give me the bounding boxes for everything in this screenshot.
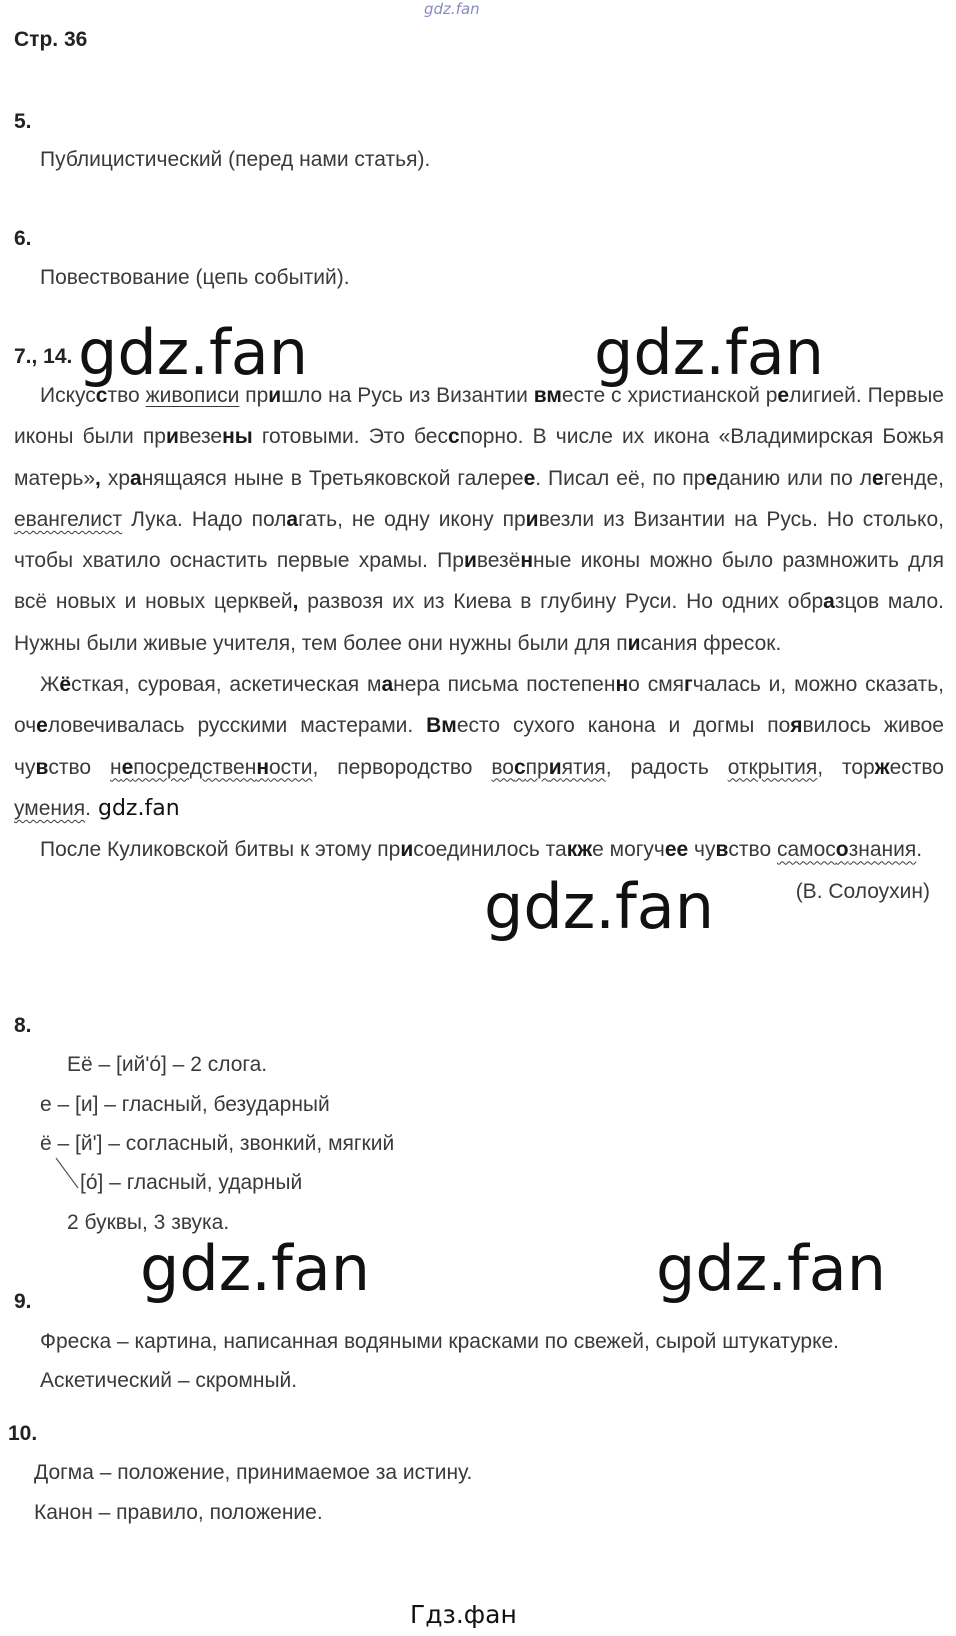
ex5-answer: Публицистический (перед нами статья). <box>40 148 431 171</box>
watermark-5: gdz.fan <box>140 1232 371 1305</box>
ex10-line-2: Канон – правило, положение. <box>34 1501 323 1524</box>
watermark-2: gdz.fan <box>594 316 825 389</box>
ex7-paragraph-1: Искусство живописи пришло на Русь из Византии вместе с христианской религией. Первые иконы были привезены готовыми. Это бесспорно. В числе их икона «Владимирская Божья матерь», хранящаяся ныне в Третьяковской галерее. Писал её, по преданию или по легенде, евангелист Лука. Надо полагать, не одну икону привезли из Византии на Русь. Но столько, чтобы хватило оснастить первые храмы. Привезённые иконы можно было размножить для всё новых и новых церквей, развозя их из Киева в глубину Руси. Но одних образцов мало. Нужны были живые учителя, тем более они нужны были для писания фресок. <box>14 384 945 655</box>
top-watermark: gdz.fan <box>424 0 480 18</box>
ex8-line-4: [о́] – гласный, ударный <box>80 1171 303 1194</box>
ex8-line-3: ё – [й'] – согласный, звонкий, мягкий <box>40 1132 395 1155</box>
ex5-number: 5. <box>14 110 32 133</box>
ex7-author: (В. Солоухин) <box>795 879 930 903</box>
watermark-1: gdz.fan <box>78 316 309 389</box>
ex8-line-1: Её – [ий'о́] – 2 слога. <box>67 1053 268 1076</box>
ex10-number: 10. <box>8 1422 38 1445</box>
ex6-answer: Повествование (цепь событий). <box>40 266 350 289</box>
ex7-paragraph-3: После Куликовской битвы к этому присоединилось также могучее чувство самосознания. <box>40 838 923 862</box>
ex8-line-2: е – [и] – гласный, безударный <box>40 1093 330 1116</box>
ex7-paragraph-2: Жёсткая, суровая, аскетическая манера письма постепенно смягчалась и, можно сказать, очеловечивалась русскими мастерами. Вместо сухого канона и догмы появилось живое чувство непосредственности, первородство восприятия, радость открытия, торжество умения. <box>14 673 944 820</box>
ex10-line-1: Догма – положение, принимаемое за истину. <box>34 1461 473 1484</box>
watermark-4: gdz.fan <box>484 870 715 943</box>
watermark-6: gdz.fan <box>656 1232 887 1305</box>
page-label: Стр. 36 <box>14 28 88 51</box>
ex8-line-5: 2 буквы, 3 звука. <box>67 1211 230 1234</box>
ex9-line-2: Аскетический – скромный. <box>40 1369 298 1392</box>
ex6-number: 6. <box>14 227 32 250</box>
ex8-number: 8. <box>14 1014 32 1037</box>
watermark-3: gdz.fan <box>98 796 180 821</box>
footer-watermark: Гдз.фан <box>410 1600 517 1629</box>
ex7-number: 7., 14. <box>14 345 73 368</box>
ex9-line-1: Фреска – картина, написанная водяными красками по свежей, сырой штукатурке. <box>40 1330 840 1353</box>
ex9-number: 9. <box>14 1290 32 1313</box>
